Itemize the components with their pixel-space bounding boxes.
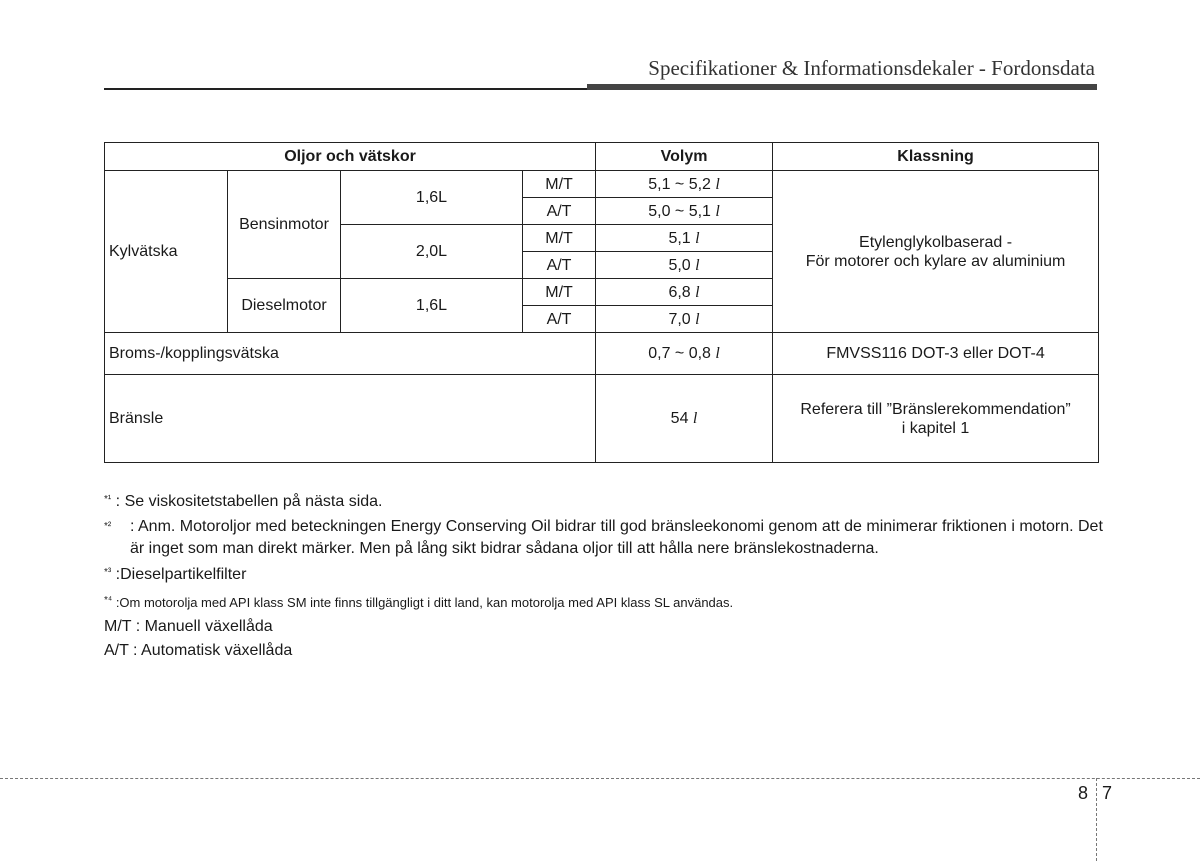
coolant-class-line1: Etylenglykolbaserad - [859,233,1013,251]
footnote-text: :Om motorolja med API klass SM inte finns tillgängligt i ditt land, kan motorolja med API klass SL användas. [112,595,734,610]
footnote-text: :Dieselpartikelfilter [111,566,247,583]
header-rule-thin [104,88,587,90]
volume-cell [596,333,773,375]
volume-value: 5,1 ~ 5,2 [648,175,711,193]
fuel-class-cell [773,375,1099,463]
volume-value: 6,8 [668,283,691,301]
coolant-class-cell [773,171,1099,333]
footnote-4 [104,590,1104,614]
transmission-cell: A/T [523,198,596,225]
table-row [105,375,1099,463]
header-rule-thick [587,84,1097,90]
fuel-label: Bränsle [105,375,596,463]
volume-value: 5,0 ~ 5,1 [648,202,711,220]
liter-unit: l [715,202,720,220]
transmission-cell: M/T [523,225,596,252]
liter-unit: l [695,283,700,301]
fuel-class-line2: i kapitel 1 [901,419,970,437]
coolant-class-line2: För motorer och kylare av aluminium [805,252,1066,270]
page-number: 7 [1102,783,1113,803]
fuel-class-line1: Referera till ”Bränslerekommendation” [800,400,1071,418]
volume-cell [596,375,773,463]
liter-unit: l [715,345,720,362]
header-class: Klassning [773,143,1099,171]
transmission-cell: A/T [523,306,596,333]
transmission-cell: M/T [523,279,596,306]
footnote-marker: *³ [104,567,112,578]
liter-unit: l [695,256,700,274]
footer-divider [0,778,1200,779]
chapter-number: 8 [1078,783,1089,803]
liter-unit: l [695,229,700,247]
footnote-text: : Se viskositetstabellen på nästa sida. [111,493,383,510]
coolant-label: Kylvätska [105,171,228,333]
footnotes [104,489,1104,662]
liter-unit: l [715,175,720,193]
brake-fluid-label: Broms-/kopplingsvätska [105,333,596,375]
table-row [105,171,1099,198]
volume-cell [596,198,773,225]
page-number-divider [1096,778,1097,861]
volume-value: 5,1 [668,229,691,247]
diesel-engine-label: Dieselmotor [228,279,341,333]
volume-cell [596,225,773,252]
footnote-marker: *¹ [104,494,112,505]
volume-value: 54 [670,410,689,427]
volume-cell [596,171,773,198]
transmission-cell: A/T [523,252,596,279]
brake-fluid-class: FMVSS116 DOT-3 eller DOT-4 [773,333,1099,375]
engine-20-label: 2,0L [341,225,523,279]
footnote-marker: *⁴ [104,595,113,606]
footnote-3 [104,562,1104,586]
volume-cell [596,279,773,306]
engine-16-label: 1,6L [341,171,523,225]
volume-cell [596,252,773,279]
legend-at: A/T : Automatisk växellåda [104,642,293,659]
table-row [105,333,1099,375]
page-header-title: Specifikationer & Informationsdekaler - Fordonsdata [648,56,1095,80]
table-header-row [105,143,1099,171]
diesel-16-label: 1,6L [341,279,523,333]
liter-unit: l [692,410,698,427]
volume-value: 5,0 [668,256,691,274]
liter-unit: l [695,310,700,328]
volume-cell [596,306,773,333]
legend-mt: M/T : Manuell växellåda [104,618,273,635]
volume-value: 0,7 ~ 0,8 [648,345,711,362]
header-volume: Volym [596,143,773,171]
footnote-marker: *² [104,521,112,532]
fluids-spec-table [104,142,1099,463]
petrol-engine-label: Bensinmotor [228,171,341,279]
footnote-2 [104,516,1104,560]
header-oils: Oljor och vätskor [105,143,596,171]
transmission-cell: M/T [523,171,596,198]
volume-value: 7,0 [668,310,691,328]
footnote-1 [104,489,1104,513]
footnote-text: : Anm. Motoroljor med beteckningen Energy Conserving Oil bidrar till god bränsleekonomi genom att de minimerar friktionen i motorn. Det är inget som man direkt märker. Men på lång sikt bidrar sådana oljor till att hålla nere bränslekostnaderna. [130,518,1103,557]
